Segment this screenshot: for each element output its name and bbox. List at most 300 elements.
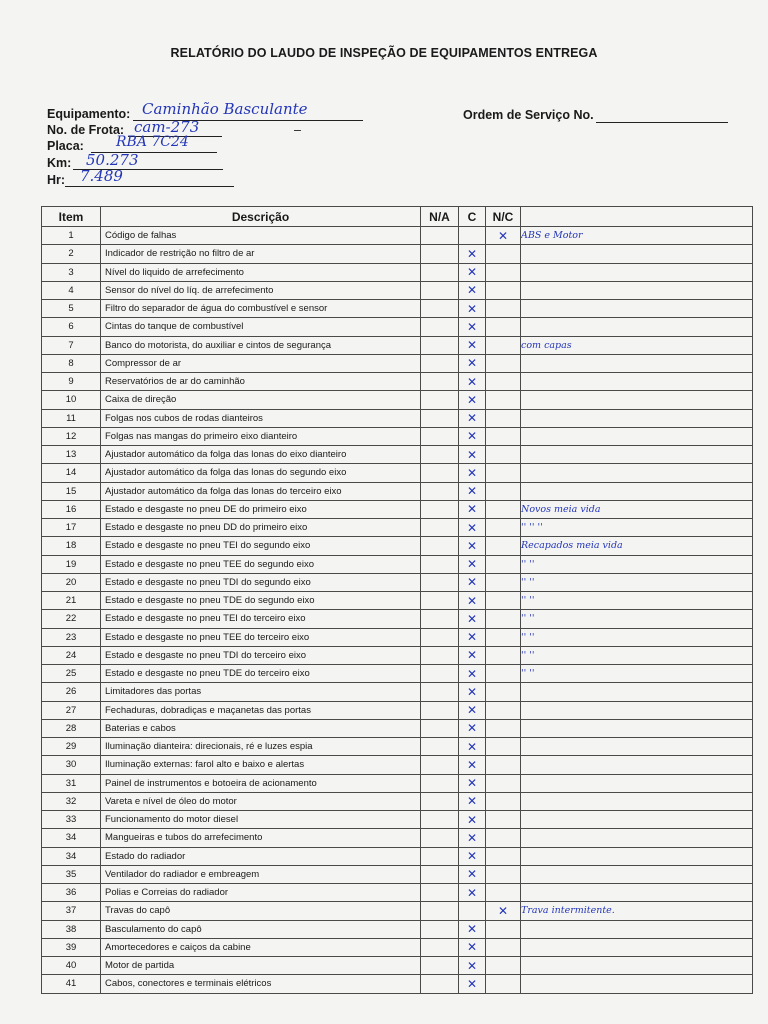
item-number: 14	[42, 464, 101, 482]
na-cell	[421, 592, 459, 610]
c-mark	[459, 500, 486, 518]
na-cell	[421, 701, 459, 719]
x-mark-icon: ✕	[466, 721, 478, 736]
observation	[521, 957, 753, 975]
nc-mark	[486, 829, 521, 847]
observation: '' ''	[521, 555, 753, 573]
observation	[521, 738, 753, 756]
observation	[521, 975, 753, 993]
table-row	[42, 938, 753, 956]
item-number: 35	[42, 865, 101, 883]
table-row	[42, 245, 753, 263]
x-mark-icon: ✕	[466, 666, 478, 681]
na-cell	[421, 227, 459, 245]
c-mark	[459, 628, 486, 646]
nc-mark	[486, 446, 521, 464]
c-mark	[459, 519, 486, 537]
c-mark	[459, 373, 486, 391]
observation	[521, 938, 753, 956]
item-description: Filtro do separador de água do combustível e sensor	[101, 300, 421, 318]
table-row	[42, 811, 753, 829]
table-row	[42, 555, 753, 573]
x-mark-icon: ✕	[466, 739, 478, 754]
hr-line	[65, 186, 234, 187]
item-description: Estado e desgaste no pneu TDE do terceiro eixo	[101, 665, 421, 683]
item-number: 17	[42, 519, 101, 537]
c-mark	[459, 245, 486, 263]
table-row	[42, 610, 753, 628]
na-cell	[421, 774, 459, 792]
x-mark-icon: ✕	[466, 338, 478, 353]
table-row	[42, 500, 753, 518]
item-description: Código de falhas	[101, 227, 421, 245]
table-row	[42, 464, 753, 482]
table-row	[42, 884, 753, 902]
x-mark-icon: ✕	[466, 958, 478, 973]
observation	[521, 263, 753, 281]
report-title: RELATÓRIO DO LAUDO DE INSPEÇÃO DE EQUIPAMENTOS ENTREGA	[170, 46, 598, 60]
nc-mark	[486, 318, 521, 336]
c-mark	[459, 774, 486, 792]
nc-mark	[486, 464, 521, 482]
item-description: Estado e desgaste no pneu TDE do segundo eixo	[101, 592, 421, 610]
observation: '' ''	[521, 610, 753, 628]
na-cell	[421, 281, 459, 299]
na-cell	[421, 336, 459, 354]
observation	[521, 281, 753, 299]
item-number: 3	[42, 263, 101, 281]
x-mark-icon: ✕	[497, 228, 509, 243]
x-mark-icon: ✕	[466, 557, 478, 572]
item-description: Sensor do nível do líq. de arrefecimento	[101, 281, 421, 299]
equipamento-label: Equipamento:	[47, 107, 131, 121]
table-row	[42, 300, 753, 318]
x-mark-icon: ✕	[466, 484, 478, 499]
km-label: Km:	[47, 156, 72, 170]
x-mark-icon: ✕	[466, 520, 478, 535]
nc-mark	[486, 263, 521, 281]
c-mark	[459, 592, 486, 610]
item-number: 12	[42, 427, 101, 445]
na-cell	[421, 519, 459, 537]
nc-mark	[486, 427, 521, 445]
na-cell	[421, 683, 459, 701]
na-cell	[421, 628, 459, 646]
km-value: 50.273	[86, 151, 139, 169]
item-number: 15	[42, 482, 101, 500]
observation	[521, 719, 753, 737]
table-row	[42, 957, 753, 975]
na-cell	[421, 792, 459, 810]
x-mark-icon: ✕	[466, 922, 478, 937]
x-mark-icon: ✕	[466, 447, 478, 462]
observation: '' ''	[521, 646, 753, 664]
table-row	[42, 391, 753, 409]
x-mark-icon: ✕	[466, 776, 478, 791]
na-cell	[421, 719, 459, 737]
item-description: Nível do liquido de arrefecimento	[101, 263, 421, 281]
c-mark	[459, 665, 486, 683]
c-mark	[459, 464, 486, 482]
item-description: Caixa de direção	[101, 391, 421, 409]
observation	[521, 829, 753, 847]
nc-mark	[486, 537, 521, 555]
x-mark-icon: ✕	[466, 940, 478, 955]
x-mark-icon: ✕	[466, 319, 478, 334]
c-mark	[459, 263, 486, 281]
table-row	[42, 902, 753, 920]
nc-mark	[486, 719, 521, 737]
item-description: Estado e desgaste no pneu TDI do terceiro eixo	[101, 646, 421, 664]
na-cell	[421, 811, 459, 829]
c-mark	[459, 537, 486, 555]
nc-mark	[486, 354, 521, 372]
table-row	[42, 920, 753, 938]
table-row	[42, 646, 753, 664]
header-nc: N/C	[486, 207, 521, 227]
na-cell	[421, 738, 459, 756]
c-mark	[459, 957, 486, 975]
observation	[521, 300, 753, 318]
inspection-table	[41, 206, 753, 994]
item-number: 31	[42, 774, 101, 792]
x-mark-icon: ✕	[466, 757, 478, 772]
c-mark	[459, 318, 486, 336]
header-c: C	[459, 207, 486, 227]
item-description: Baterias e cabos	[101, 719, 421, 737]
x-mark-icon: ✕	[466, 849, 478, 864]
observation	[521, 373, 753, 391]
observation: '' ''	[521, 628, 753, 646]
x-mark-icon: ✕	[466, 976, 478, 991]
na-cell	[421, 373, 459, 391]
item-description: Ajustador automático da folga das lonas do segundo eixo	[101, 464, 421, 482]
nc-mark	[486, 573, 521, 591]
item-description: Estado e desgaste no pneu TEI do terceiro eixo	[101, 610, 421, 628]
placa-label: Placa:	[47, 139, 84, 153]
item-description: Estado e desgaste no pneu DE do primeiro eixo	[101, 500, 421, 518]
item-number: 39	[42, 938, 101, 956]
observation: '' '' ''	[521, 519, 753, 537]
item-description: Compressor de ar	[101, 354, 421, 372]
na-cell	[421, 665, 459, 683]
c-mark	[459, 829, 486, 847]
item-description: Iluminação externas: farol alto e baixo e alertas	[101, 756, 421, 774]
na-cell	[421, 829, 459, 847]
table-row	[42, 427, 753, 445]
item-description: Motor de partida	[101, 957, 421, 975]
item-number: 24	[42, 646, 101, 664]
c-mark	[459, 610, 486, 628]
item-description: Folgas nos cubos de rodas dianteiros	[101, 409, 421, 427]
c-mark	[459, 227, 486, 245]
item-number: 38	[42, 920, 101, 938]
na-cell	[421, 263, 459, 281]
x-mark-icon: ✕	[466, 356, 478, 371]
c-mark	[459, 336, 486, 354]
item-number: 4	[42, 281, 101, 299]
c-mark	[459, 847, 486, 865]
item-number: 23	[42, 628, 101, 646]
nc-mark	[486, 628, 521, 646]
nc-mark	[486, 482, 521, 500]
x-mark-icon: ✕	[466, 648, 478, 663]
x-mark-icon: ✕	[466, 684, 478, 699]
observation	[521, 774, 753, 792]
na-cell	[421, 409, 459, 427]
item-description: Painel de instrumentos e botoeira de acionamento	[101, 774, 421, 792]
na-cell	[421, 300, 459, 318]
observation	[521, 847, 753, 865]
ordem-servico-label: Ordem de Serviço No.	[463, 108, 594, 122]
item-description: Limitadores das portas	[101, 683, 421, 701]
c-mark	[459, 756, 486, 774]
item-number: 22	[42, 610, 101, 628]
x-mark-icon: ✕	[466, 392, 478, 407]
c-mark	[459, 555, 486, 573]
table-row	[42, 482, 753, 500]
item-description: Banco do motorista, do auxiliar e cintos de segurança	[101, 336, 421, 354]
observation: '' ''	[521, 592, 753, 610]
na-cell	[421, 938, 459, 956]
table-row	[42, 792, 753, 810]
c-mark	[459, 865, 486, 883]
observation	[521, 464, 753, 482]
nc-mark	[486, 938, 521, 956]
item-number: 34	[42, 847, 101, 865]
nc-mark	[486, 902, 521, 920]
item-number: 41	[42, 975, 101, 993]
x-mark-icon: ✕	[466, 885, 478, 900]
nc-mark	[486, 519, 521, 537]
observation	[521, 701, 753, 719]
c-mark	[459, 738, 486, 756]
observation	[521, 391, 753, 409]
c-mark	[459, 938, 486, 956]
x-mark-icon: ✕	[466, 812, 478, 827]
nc-mark	[486, 957, 521, 975]
c-mark	[459, 920, 486, 938]
c-mark	[459, 482, 486, 500]
x-mark-icon: ✕	[466, 301, 478, 316]
item-description: Travas do capô	[101, 902, 421, 920]
observation	[521, 865, 753, 883]
observation: '' ''	[521, 665, 753, 683]
nc-mark	[486, 683, 521, 701]
observation	[521, 756, 753, 774]
na-cell	[421, 427, 459, 445]
x-mark-icon: ✕	[466, 593, 478, 608]
observation: ABS e Motor	[521, 227, 753, 245]
table-row	[42, 975, 753, 993]
item-description: Ajustador automático da folga das lonas do eixo dianteiro	[101, 446, 421, 464]
x-mark-icon: ✕	[466, 465, 478, 480]
placa-value: RBA 7C24	[116, 134, 189, 150]
item-description: Amortecedores e caiços da cabine	[101, 938, 421, 956]
item-number: 18	[42, 537, 101, 555]
nc-mark	[486, 646, 521, 664]
x-mark-icon: ✕	[466, 429, 478, 444]
nc-mark	[486, 391, 521, 409]
na-cell	[421, 446, 459, 464]
item-description: Estado e desgaste no pneu TEI do segundo eixo	[101, 537, 421, 555]
table-row	[42, 318, 753, 336]
item-description: Ajustador automático da folga das lonas do terceiro eixo	[101, 482, 421, 500]
na-cell	[421, 957, 459, 975]
c-mark	[459, 391, 486, 409]
item-number: 16	[42, 500, 101, 518]
na-cell	[421, 555, 459, 573]
item-description: Estado e desgaste no pneu TEE do segundo eixo	[101, 555, 421, 573]
item-number: 11	[42, 409, 101, 427]
observation	[521, 354, 753, 372]
nc-mark	[486, 610, 521, 628]
table-row	[42, 665, 753, 683]
na-cell	[421, 482, 459, 500]
c-mark	[459, 811, 486, 829]
item-description: Fechaduras, dobradiças e maçanetas das portas	[101, 701, 421, 719]
table-row	[42, 774, 753, 792]
equipamento-value: Caminhão Basculante	[142, 100, 308, 118]
nc-mark	[486, 409, 521, 427]
table-row	[42, 756, 753, 774]
c-mark	[459, 646, 486, 664]
nc-mark	[486, 920, 521, 938]
observation	[521, 446, 753, 464]
item-number: 28	[42, 719, 101, 737]
table-row	[42, 628, 753, 646]
x-mark-icon: ✕	[466, 265, 478, 280]
item-description: Estado do radiador	[101, 847, 421, 865]
na-cell	[421, 318, 459, 336]
table-row	[42, 865, 753, 883]
table-row	[42, 373, 753, 391]
item-description: Polias e Correias do radiador	[101, 884, 421, 902]
x-mark-icon: ✕	[466, 374, 478, 389]
c-mark	[459, 427, 486, 445]
item-number: 10	[42, 391, 101, 409]
table-row	[42, 519, 753, 537]
na-cell	[421, 902, 459, 920]
item-number: 19	[42, 555, 101, 573]
observation	[521, 409, 753, 427]
table-row	[42, 573, 753, 591]
x-mark-icon: ✕	[497, 903, 509, 918]
item-number: 29	[42, 738, 101, 756]
x-mark-icon: ✕	[466, 867, 478, 882]
table-row	[42, 537, 753, 555]
hr-label: Hr:	[47, 173, 66, 187]
na-cell	[421, 464, 459, 482]
na-cell	[421, 354, 459, 372]
item-number: 13	[42, 446, 101, 464]
nc-mark	[486, 500, 521, 518]
table-row	[42, 719, 753, 737]
item-number: 33	[42, 811, 101, 829]
na-cell	[421, 391, 459, 409]
nc-mark	[486, 756, 521, 774]
table-row	[42, 409, 753, 427]
nc-mark	[486, 884, 521, 902]
observation	[521, 427, 753, 445]
observation: '' ''	[521, 573, 753, 591]
x-mark-icon: ✕	[466, 246, 478, 261]
item-description: Estado e desgaste no pneu DD do primeiro eixo	[101, 519, 421, 537]
item-number: 34	[42, 829, 101, 847]
item-number: 32	[42, 792, 101, 810]
item-description: Reservatórios de ar do caminhão	[101, 373, 421, 391]
c-mark	[459, 281, 486, 299]
nc-mark	[486, 227, 521, 245]
observation: com capas	[521, 336, 753, 354]
nc-mark	[486, 555, 521, 573]
table-header-row	[42, 207, 753, 227]
header-obs	[521, 207, 753, 227]
nc-mark	[486, 811, 521, 829]
observation: Recapados meia vida	[521, 537, 753, 555]
frota-label: No. de Frota:	[47, 123, 125, 137]
x-mark-icon: ✕	[466, 538, 478, 553]
table-row	[42, 227, 753, 245]
item-description: Cintas do tanque de combustível	[101, 318, 421, 336]
nc-mark	[486, 847, 521, 865]
nc-mark	[486, 281, 521, 299]
nc-mark	[486, 774, 521, 792]
item-description: Funcionamento do motor diesel	[101, 811, 421, 829]
item-description: Vareta e nível de óleo do motor	[101, 792, 421, 810]
c-mark	[459, 902, 486, 920]
na-cell	[421, 884, 459, 902]
table-row	[42, 446, 753, 464]
nc-mark	[486, 865, 521, 883]
c-mark	[459, 792, 486, 810]
frota-dash: –	[294, 123, 301, 137]
table-row	[42, 354, 753, 372]
table-row	[42, 829, 753, 847]
item-number: 26	[42, 683, 101, 701]
na-cell	[421, 500, 459, 518]
x-mark-icon: ✕	[466, 411, 478, 426]
observation	[521, 811, 753, 829]
item-number: 21	[42, 592, 101, 610]
nc-mark	[486, 592, 521, 610]
na-cell	[421, 756, 459, 774]
na-cell	[421, 975, 459, 993]
item-number: 9	[42, 373, 101, 391]
c-mark	[459, 446, 486, 464]
header-na: N/A	[421, 207, 459, 227]
item-description: Indicador de restrição no filtro de ar	[101, 245, 421, 263]
item-number: 30	[42, 756, 101, 774]
nc-mark	[486, 665, 521, 683]
x-mark-icon: ✕	[466, 283, 478, 298]
nc-mark	[486, 738, 521, 756]
nc-mark	[486, 701, 521, 719]
c-mark	[459, 719, 486, 737]
table-row	[42, 281, 753, 299]
item-description: Estado e desgaste no pneu TEE do terceiro eixo	[101, 628, 421, 646]
nc-mark	[486, 792, 521, 810]
observation	[521, 482, 753, 500]
item-number: 37	[42, 902, 101, 920]
item-description: Iluminação dianteira: direcionais, ré e luzes espia	[101, 738, 421, 756]
nc-mark	[486, 975, 521, 993]
item-number: 40	[42, 957, 101, 975]
c-mark	[459, 975, 486, 993]
c-mark	[459, 354, 486, 372]
na-cell	[421, 847, 459, 865]
item-number: 20	[42, 573, 101, 591]
